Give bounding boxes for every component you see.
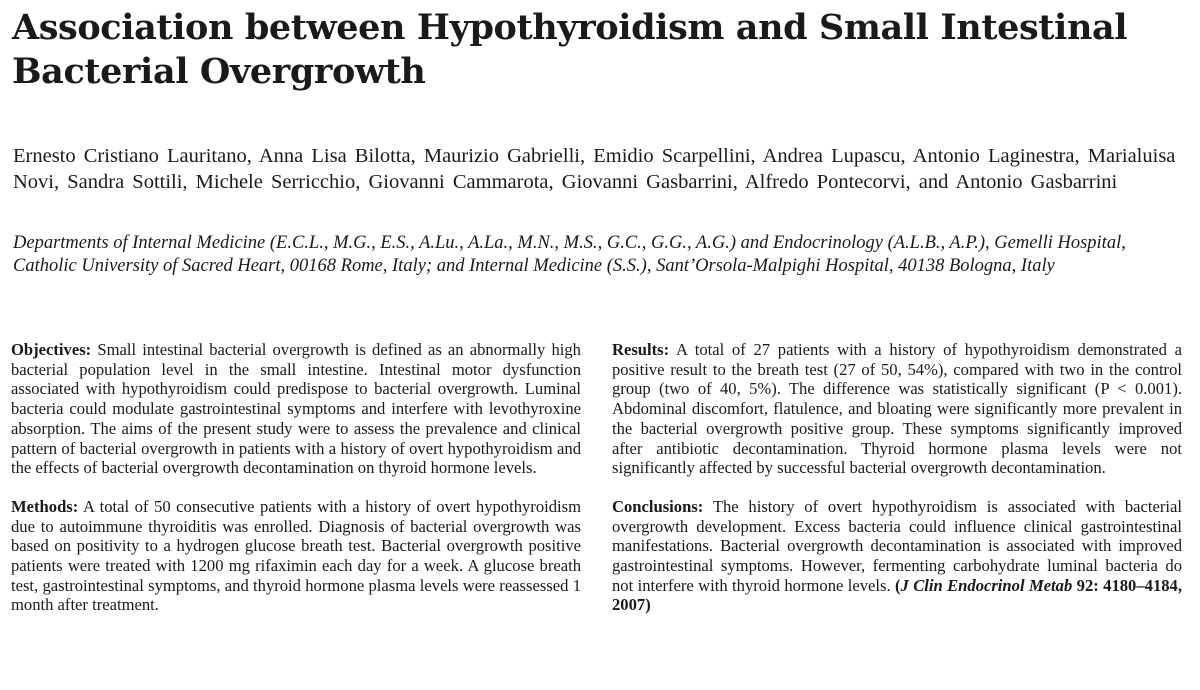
methods-text: A total of 50 consecutive patients with a history of overt hypothyroidism due to autoimmune thyroiditis was enrolled. Diagnosis of bacterial overgrowth was based on positivity to a hydrogen glucose breath test. Bacterial overgrowth positive patients were treated with 1200 mg rifaximin each day for a week. A glucose breath test, gastrointestinal symptoms, and thyroid hormone plasma levels were reassessed 1 month after treatment. (11, 496, 582, 615)
conclusions-label: Conclusions: (612, 496, 704, 516)
conclusions-text: The history of overt hypothyroidism is associated with bacterial overgrowth development. Excess bacteria could influence clinical gastrointestinal manifestations. Bacterial overgrowth decontamination is associated with improved gastrointestinal symptoms. However, fermenting carbohydrate luminal bacteria do not interfere with thyroid hormone levels. (612, 496, 1183, 595)
objectives-text: Small intestinal bacterial overgrowth is defined as an abnormally high bacterial population level in the small intestine. Intestinal motor dysfunction associated with hypothyroidism could predispose to bacterial overgrowth. Luminal bacteria could modulate gastrointestinal symptoms and interfere with levothyroxine absorption. The aims of the present study were to assess the prevalence and clinical pattern of bacterial overgrowth in patients with a history of overt hypothyroidism and the effects of bacterial overgrowth decontamination on thyroid hormone levels. (11, 340, 581, 478)
results-text: A total of 27 patients with a history of hypothyroidism demonstrated a positive result to the breath test (27 of 50, 54%), compared with two in the control group (two of 40, 5%). The difference was statistically significant (P < 0.001). Abdominal discomfort, flatulence, and bloating were significantly more prevalent in the bacterial overgrowth positive group. These symptoms significantly improved after antibiotic decontamination. Thyroid hormone plasma levels were not significantly affected by successful bacterial overgrowth decontamination. (612, 340, 1182, 478)
affiliation: Departments of Internal Medicine (E.C.L., M.G., E.S., A.Lu., A.La., M.N., M.S., G.C., G.G., A.G.) and Endocrinology (A.L.B., A.P.), Gemelli Hospital, Catholic University of Sacred Heart, 00168 Rome, Italy; and Internal Medicine (S.S.), Sant’Orsola-Malpighi Hospital, 40138 Bologna, Italy (13, 233, 1126, 276)
objectives-label: Objectives: (11, 340, 92, 359)
paper-title: Association between Hypothyroidism and Small Intestinal Bacterial Overgrowth (12, 7, 1128, 92)
abstract-left-column (11, 340, 581, 634)
results-paragraph (612, 340, 1182, 478)
results-label: Results: (612, 340, 670, 359)
methods-paragraph (11, 497, 581, 615)
methods-label: Methods: (11, 496, 79, 516)
citation-open: ( (894, 575, 901, 595)
citation-journal: J Clin Endocrinol Metab (900, 575, 1073, 595)
author-list: Ernesto Cristiano Lauritano, Anna Lisa Bilotta, Maurizio Gabrielli, Emidio Scarpellini, Andrea Lupascu, Antonio Laginestra, Marialuisa Novi, Sandra Sottili, Michele Serricchio, Giovanni Cammarota, Giovanni Gasbarrini, Alfredo Pontecorvi, and Antonio Gasbarrini (13, 145, 1176, 193)
abstract-right-column (612, 340, 1182, 634)
citation-details: 92: 4180–4184, 2007) (612, 575, 1182, 615)
conclusions-paragraph (612, 497, 1182, 615)
objectives-paragraph (11, 340, 581, 478)
